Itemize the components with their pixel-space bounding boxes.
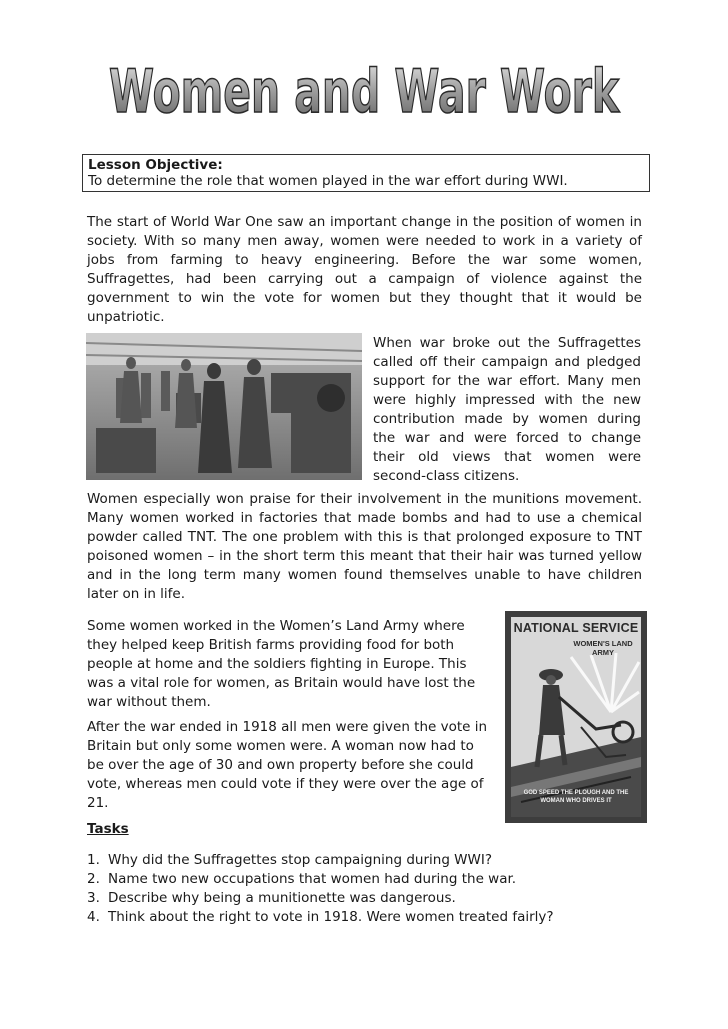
suffragettes-paragraph: When war broke out the Suffragettes called off their campaign and pledged support for the war effort. Many men were highly impressed with the new contribution made by women during the war and were forced to change their old views that women were second-class citizens. [373,335,641,484]
munitions-factory-photo [86,333,362,480]
poster-subheading: WOMEN'S LAND ARMY [573,639,633,657]
task-text: Think about the right to vote in 1918. Were women treated fairly? [108,909,554,925]
lesson-objective-box [82,154,650,192]
task-number: 2. [87,871,100,887]
land-army-poster [505,611,647,823]
poster-footer: GOD SPEED THE PLOUGH AND THE WOMAN WHO DRIVES IT [523,790,629,804]
vote-paragraph: After the war ended in 1918 all men were given the vote in Britain but only some women were. A woman now had to be over the age of 30 and own property before she could vote, whereas men could vote if they were over the age of 21. [87,719,488,811]
task-text: Why did the Suffragettes stop campaigning during WWI? [108,852,493,868]
land-army-paragraph: Some women worked in the Women’s Land Army where they helped keep British farms providing food for both people at home and the soldiers fighting in Europe. This was a vital role for women, as Britain would have lost the war without them. [87,618,476,710]
task-number: 3. [87,890,100,906]
page-title [0,40,728,140]
munitions-paragraph: Women especially won praise for their involvement in the munitions movement. Many women worked in factories that made bombs and had to use a chemical powder called TNT. The one problem with this is that prolonged exposure to TNT poisoned women – in the short term this meant that their hair was turned yellow and in the long term many women found themselves unable to have children later on in life. [87,491,642,602]
task-number: 4. [87,909,100,925]
list-item [87,908,554,927]
task-text: Describe why being a munitionette was dangerous. [108,890,456,906]
lesson-objective-label: Lesson Objective: [88,157,223,173]
list-item [87,889,554,908]
task-list [87,851,554,927]
page-title-text: Women and War Work [109,57,621,127]
lesson-objective-text: To determine the role that women played in the war effort during WWI. [88,173,568,189]
tasks-heading: Tasks [87,821,129,837]
task-text: Name two new occupations that women had during the war. [108,871,517,887]
intro-paragraph: The start of World War One saw an important change in the position of women in society. With so many men away, women were needed to work in a variety of jobs from farming to heavy engineering. Before the war some women, Suffragettes, had been carrying out a campaign of violence against the government to win the vote for women but they thought that it would be unpatriotic. [87,214,642,325]
poster-heading: NATIONAL SERVICE [513,621,639,635]
list-item [87,851,554,870]
poster-image [511,617,641,817]
list-item [87,870,554,889]
task-number: 1. [87,852,100,868]
